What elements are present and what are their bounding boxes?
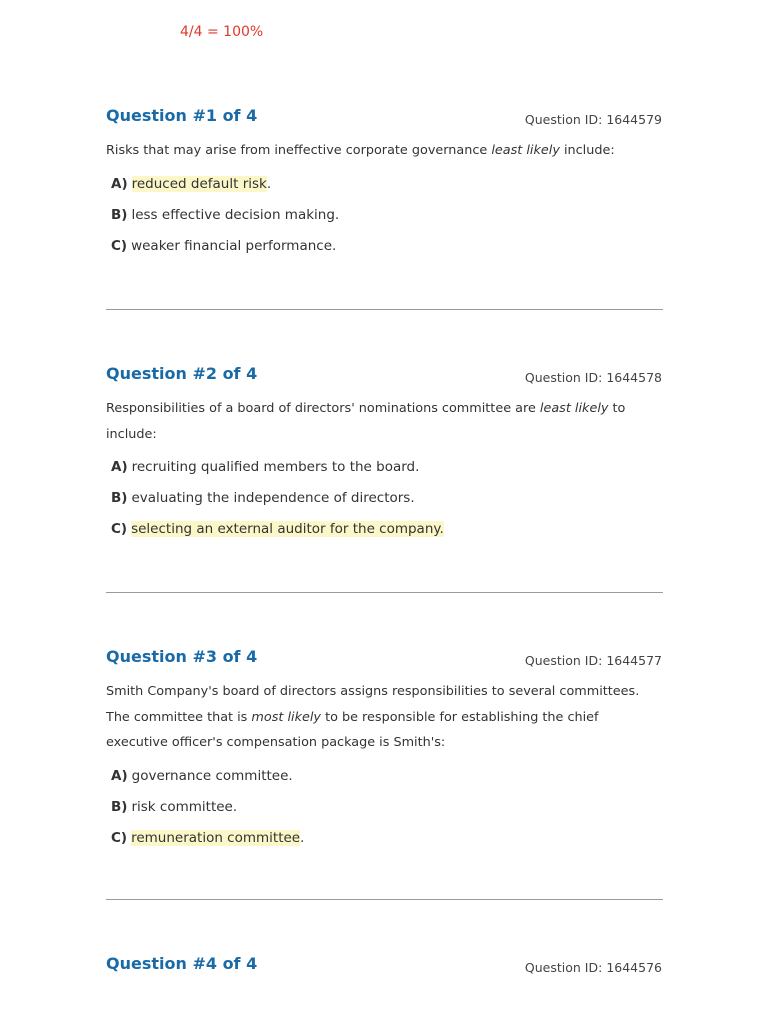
question-divider (106, 899, 663, 900)
answer-letter: B) (111, 490, 128, 506)
answer-option-b[interactable] (111, 488, 662, 519)
answer-option-c[interactable] (111, 236, 662, 267)
stem-text: include: (559, 143, 615, 158)
answer-option-a[interactable] (111, 457, 662, 488)
question-4 (106, 954, 662, 984)
answer-suffix: . (300, 829, 305, 846)
question-2 (106, 364, 662, 550)
answer-suffix: . (266, 175, 272, 192)
question-header (106, 954, 662, 984)
question-title: Question #3 of 4 (106, 647, 258, 666)
stem-text: Responsibilities of a board of directors' nominations committee are (106, 401, 540, 416)
question-3 (106, 647, 662, 859)
stem-emphasis: least likely (539, 401, 609, 416)
answer-text: weaker financial performance. (131, 237, 337, 254)
stem-emphasis: least likely (491, 143, 560, 158)
answer-letter: A) (111, 767, 128, 784)
answer-list (106, 174, 662, 267)
question-header (106, 364, 662, 394)
answer-list (106, 457, 662, 550)
answer-list (106, 766, 662, 859)
question-divider (106, 592, 663, 593)
question-id (525, 653, 662, 668)
question-id-value: 1644578 (606, 370, 662, 385)
question-id (525, 112, 662, 127)
answer-text-correct: remuneration committee (131, 829, 301, 846)
question-title: Question #4 of 4 (106, 954, 258, 973)
answer-text: governance committee. (131, 767, 293, 784)
question-header (106, 106, 662, 136)
answer-letter: A) (111, 459, 128, 475)
question-stem (106, 679, 662, 756)
answer-letter: C) (111, 521, 128, 537)
question-1 (106, 106, 662, 267)
question-stem (106, 138, 662, 164)
stem-emphasis: most likely (251, 709, 321, 725)
question-id-value: 1644577 (606, 653, 662, 668)
answer-option-c[interactable] (111, 828, 662, 859)
question-title: Question #2 of 4 (106, 364, 258, 383)
stem-text: to be responsible for establishing the chief executive officer's compensation package is Smith's: (106, 709, 599, 750)
stem-text: to include: (106, 401, 626, 442)
answer-option-c[interactable] (111, 519, 662, 550)
question-id-label: Question ID: (524, 960, 603, 975)
question-id-value: 1644579 (606, 112, 662, 127)
answer-text-correct: selecting an external auditor for the company. (131, 521, 444, 537)
answer-letter: B) (111, 206, 128, 223)
stem-text: Smith Company's board of directors assigns responsibilities to several committees. The committee that is (106, 684, 640, 725)
question-id-label: Question ID: (524, 112, 603, 127)
answer-letter: C) (111, 237, 128, 254)
answer-letter: A) (111, 175, 128, 192)
question-divider (106, 309, 663, 310)
question-id-label: Question ID: (524, 370, 603, 385)
question-id (525, 370, 662, 385)
question-header (106, 647, 662, 677)
answer-text-correct: reduced default risk (131, 175, 267, 192)
score-summary: 4/4 = 100% (180, 24, 264, 40)
answer-option-a[interactable] (111, 174, 662, 205)
answer-text: recruiting qualified members to the board. (131, 459, 420, 475)
stem-text: Risks that may arise from ineffective corporate governance (106, 143, 492, 158)
answer-letter: C) (111, 829, 128, 846)
question-stem (106, 396, 662, 447)
answer-option-a[interactable] (111, 766, 662, 797)
question-title: Question #1 of 4 (106, 106, 258, 125)
question-id (525, 960, 662, 975)
answer-option-b[interactable] (111, 205, 662, 236)
answer-text: less effective decision making. (131, 206, 340, 223)
answer-text: evaluating the independence of directors. (131, 490, 415, 506)
answer-letter: B) (111, 798, 128, 815)
answer-option-b[interactable] (111, 797, 662, 828)
question-id-value: 1644576 (606, 960, 662, 975)
answer-text: risk committee. (131, 798, 238, 815)
question-id-label: Question ID: (524, 653, 603, 668)
